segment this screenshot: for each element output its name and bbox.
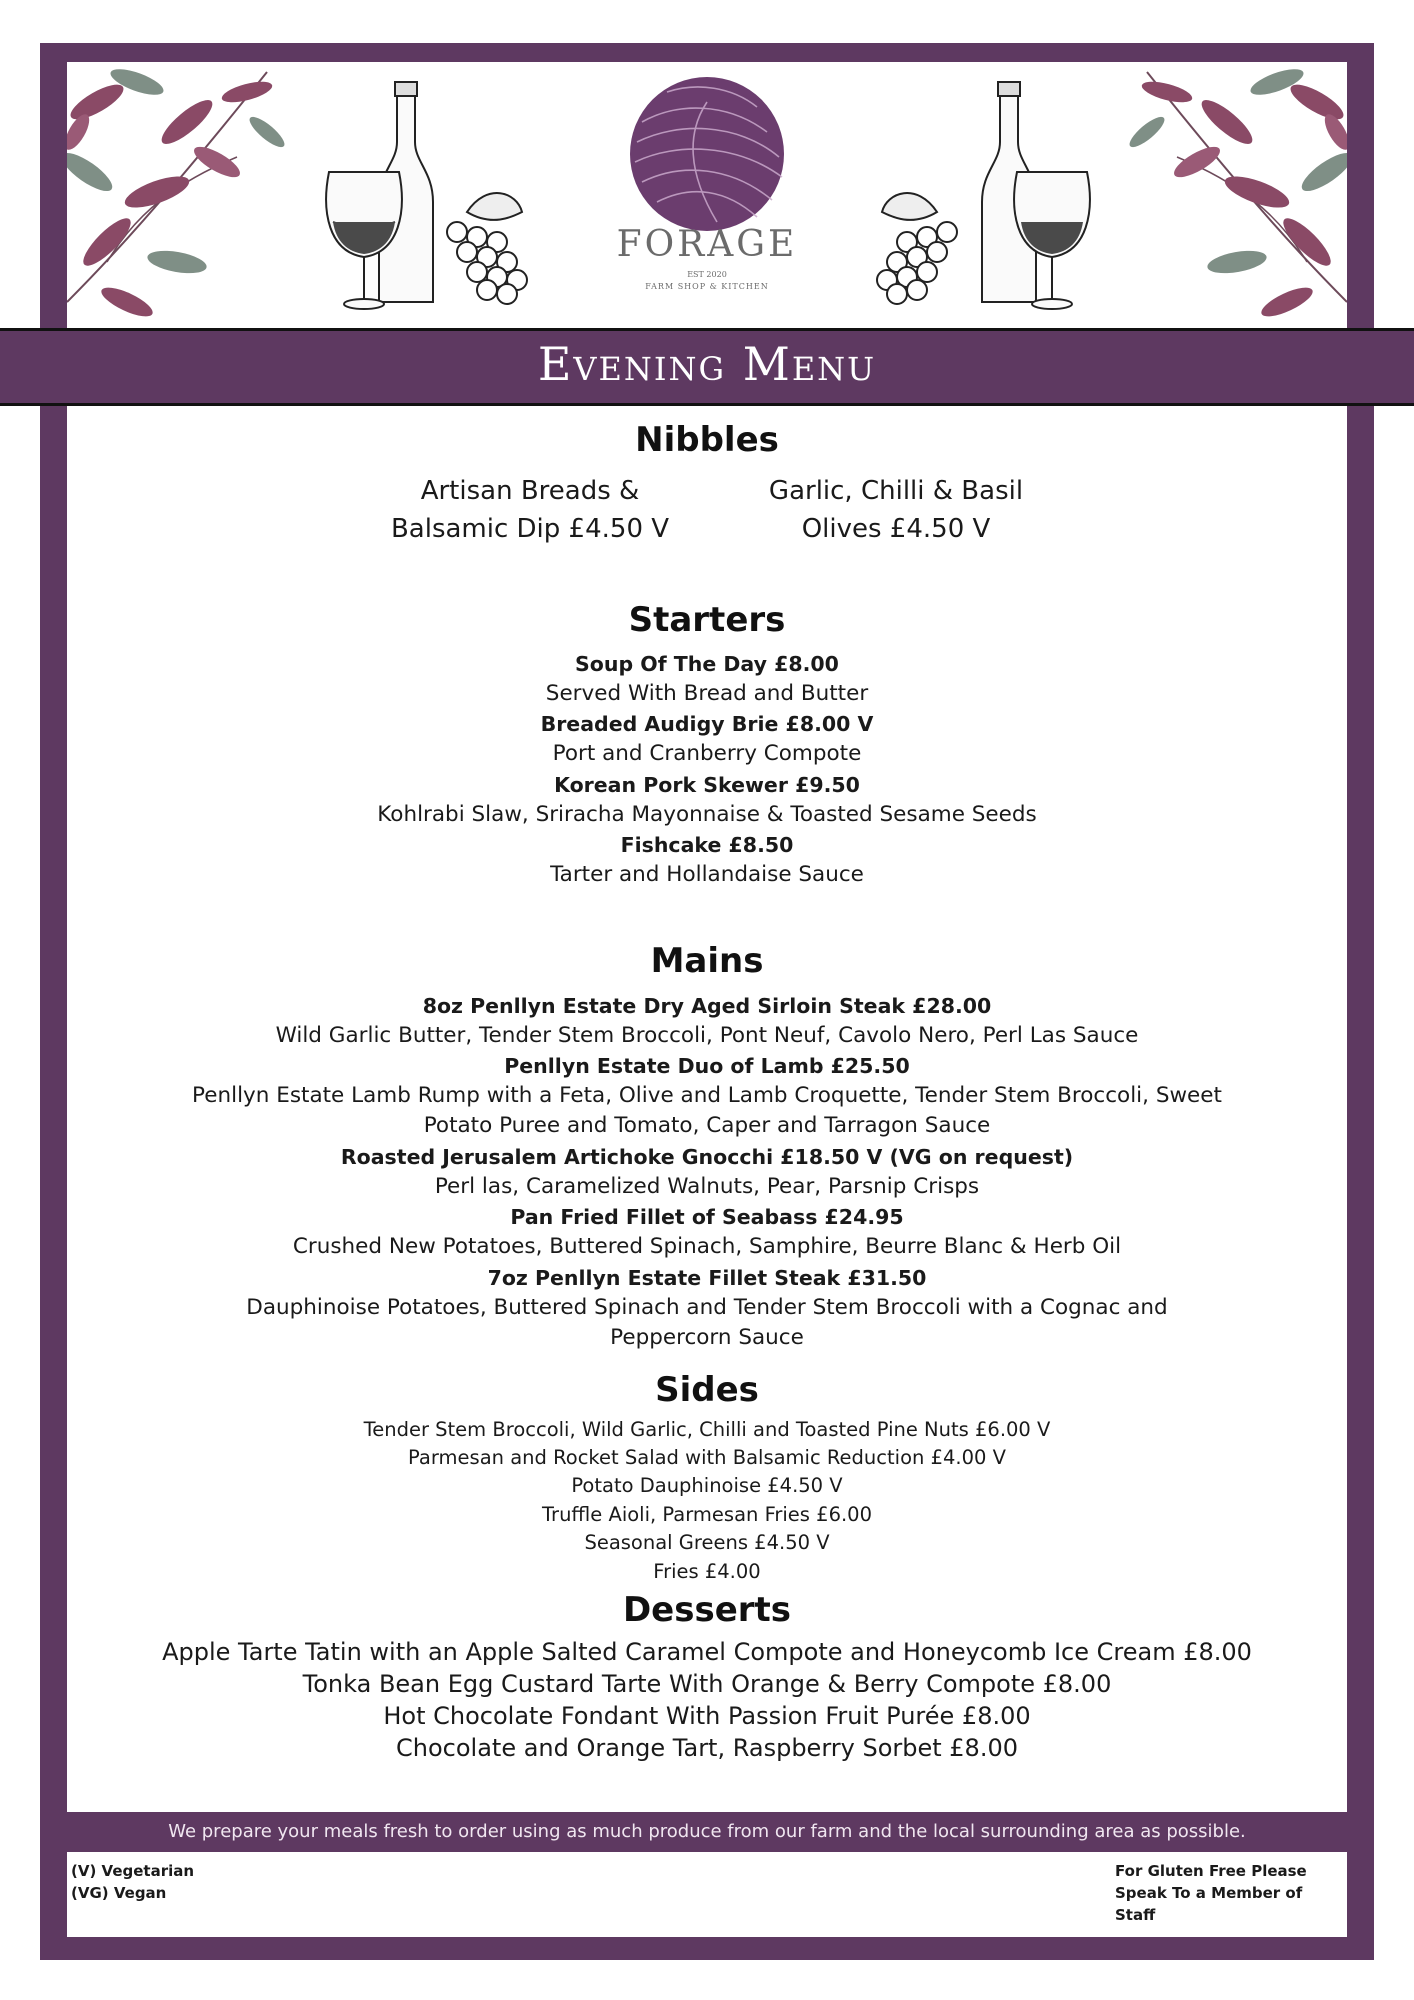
main-desc: Penllyn Estate Lamb Rump with a Feta, Olive and Lamb Croquette, Tender Stem Broccoli, Sweet [192,1083,1222,1108]
sides-heading: Sides [655,1370,759,1410]
nibble-line: Garlic, Chilli & Basil [768,476,1024,506]
side-item: Truffle Aioli, Parmesan Fries £6.00 [542,1503,872,1526]
legend-vegetarian: (V) Vegetarian [71,1862,195,1880]
starters-heading: Starters [628,600,786,640]
main-desc: Perl las, Caramelized Walnuts, Pear, Parsnip Crisps [434,1174,980,1199]
nibble-line: Olives £4.50 V [801,514,991,544]
title-band [0,328,1414,406]
dessert-item: Apple Tarte Tatin with an Apple Salted Caramel Compote and Honeycomb Ice Cream £8.00 [162,1638,1252,1666]
main-name: Penllyn Estate Duo of Lamb £25.50 [504,1054,910,1078]
sourcing-note: We prepare your meals fresh to order using as much produce from our farm and the local surrounding area as possible. [168,1821,1246,1842]
gluten-free-note [1115,1860,1315,1926]
main-desc: Potato Puree and Tomato, Caper and Tarragon Sauce [423,1113,991,1138]
dietary-legend [71,1860,194,1904]
nibble-item [716,472,1076,548]
side-item: Seasonal Greens £4.50 V [584,1531,830,1554]
desserts-heading: Desserts [622,1590,792,1630]
main-name: 7oz Penllyn Estate Fillet Steak £31.50 [487,1266,927,1290]
side-item: Tender Stem Broccoli, Wild Garlic, Chilli and Toasted Pine Nuts £6.00 V [363,1418,1051,1441]
gluten-line: Speak To a Member of [1115,1884,1303,1902]
page-title: Evening Menu [537,337,877,391]
starter-name: Fishcake £8.50 [620,833,794,857]
main-name: Roasted Jerusalem Artichoke Gnocchi £18.50 V (VG on request) [340,1145,1074,1169]
nibble-line: Artisan Breads & [420,476,640,506]
nibbles-heading: Nibbles [635,420,779,460]
starter-desc: Tarter and Hollandaise Sauce [550,862,864,887]
main-desc: Wild Garlic Butter, Tender Stem Broccoli, Pont Neuf, Cavolo Nero, Perl Las Sauce [275,1023,1139,1048]
nibble-line: Balsamic Dip £4.50 V [390,514,670,544]
legend-box [67,1852,1347,1937]
forage-logo-icon [630,77,784,231]
header-illustration [67,62,1347,328]
side-item: Fries £4.00 [653,1560,761,1583]
logo-est: EST 2020 [687,270,727,279]
main-desc: Peppercorn Sauce [610,1325,804,1350]
starter-desc: Kohlrabi Slaw, Sriracha Mayonnaise & Toasted Sesame Seeds [377,802,1037,827]
main-name: Pan Fried Fillet of Seabass £24.95 [510,1205,904,1229]
side-item: Potato Dauphinoise £4.50 V [571,1474,843,1497]
dessert-item: Tonka Bean Egg Custard Tarte With Orange & Berry Compote £8.00 [302,1670,1112,1698]
dessert-item: Chocolate and Orange Tart, Raspberry Sorbet £8.00 [396,1734,1018,1762]
gluten-line: For Gluten Free Please [1115,1862,1307,1880]
main-name: 8oz Penllyn Estate Dry Aged Sirloin Steak £28.00 [422,994,992,1018]
starter-name: Korean Pork Skewer £9.50 [554,773,860,797]
side-item: Parmesan and Rocket Salad with Balsamic Reduction £4.00 V [408,1446,1006,1469]
starter-desc: Port and Cranberry Compote [552,741,862,766]
nibble-item [350,472,710,548]
gluten-line: Staff [1115,1906,1156,1924]
starter-name: Breaded Audigy Brie £8.00 V [540,712,874,736]
starter-desc: Served With Bread and Butter [545,681,869,706]
legend-vegan: (VG) Vegan [71,1884,167,1902]
main-desc: Crushed New Potatoes, Buttered Spinach, Samphire, Beurre Blanc & Herb Oil [292,1234,1122,1259]
logo-name: FORAGE [616,224,798,265]
dessert-item: Hot Chocolate Fondant With Passion Fruit Purée £8.00 [383,1702,1031,1730]
main-desc: Dauphinoise Potatoes, Buttered Spinach and Tender Stem Broccoli with a Cognac and [246,1295,1168,1320]
logo-tagline: FARM SHOP & KITCHEN [645,282,769,291]
starter-name: Soup Of The Day £8.00 [575,652,839,676]
mains-heading: Mains [650,941,764,981]
